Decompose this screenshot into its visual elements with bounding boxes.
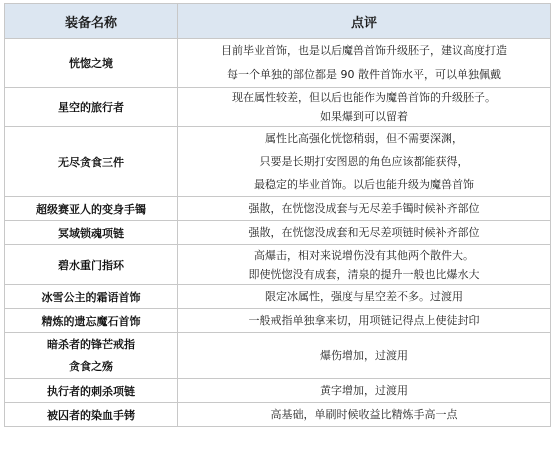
equipment-name-cell xyxy=(5,285,178,309)
review-line: 只要是长期打安图恩的角色应该都能获得， xyxy=(259,155,469,168)
review-cell xyxy=(178,333,551,379)
review-cell xyxy=(178,221,551,245)
equipment-name-line: 被囚者的染血手铐 xyxy=(47,408,135,422)
review-cell xyxy=(178,285,551,309)
review-line: 强散，在恍惚没成套与无尽差手镯时候补齐部位 xyxy=(248,201,480,215)
equipment-name-cell xyxy=(5,403,178,427)
equipment-name-cell xyxy=(5,197,178,221)
table-row xyxy=(5,379,551,403)
review-line: 每一个单独的部位都是 90 散件首饰水平，可以单独佩戴 xyxy=(227,68,501,81)
equipment-name-line: 贪食之殇 xyxy=(69,359,113,373)
equipment-name-cell xyxy=(5,221,178,245)
equipment-name-cell xyxy=(5,88,178,127)
review-line: 爆伤增加，过渡用 xyxy=(320,348,408,362)
table-row xyxy=(5,403,551,427)
review-cell xyxy=(178,88,551,127)
table-row xyxy=(5,221,551,245)
table-row xyxy=(5,309,551,333)
table-row xyxy=(5,333,551,379)
review-line: 高爆击，相对来说增伤没有其他两个散件大。 xyxy=(254,248,474,262)
equipment-name-line: 精炼的遗忘魔石首饰 xyxy=(41,314,141,328)
review-line: 如果爆到可以留着 xyxy=(320,110,408,123)
review-cell xyxy=(178,309,551,333)
equipment-name-line: 冥域锁魂项链 xyxy=(58,226,124,240)
equipment-name-line: 星空的旅行者 xyxy=(58,101,124,114)
equipment-name-cell xyxy=(5,245,178,285)
header-equipment-name: 装备名称 xyxy=(5,4,178,39)
equipment-name-cell xyxy=(5,379,178,403)
review-cell xyxy=(178,403,551,427)
equipment-name-line: 执行者的刺杀项链 xyxy=(47,384,135,398)
table-row xyxy=(5,88,551,127)
table-row xyxy=(5,245,551,285)
review-line: 强散，在恍惚没成套和无尽差项链时候补齐部位 xyxy=(248,225,480,239)
review-cell xyxy=(178,127,551,197)
equipment-name-cell xyxy=(5,333,178,379)
table-row xyxy=(5,197,551,221)
review-cell xyxy=(178,245,551,285)
review-cell xyxy=(178,379,551,403)
equipment-name-cell xyxy=(5,309,178,333)
table-row xyxy=(5,39,551,88)
equipment-name-line: 超级赛亚人的变身手镯 xyxy=(36,202,146,216)
review-line: 属性比高强化恍惚稍弱，但不需要深渊， xyxy=(265,132,463,145)
equipment-review-table-container xyxy=(4,3,550,427)
review-line: 目前毕业首饰，也是以后魔兽首饰升级胚子，建议高度打造 xyxy=(221,44,507,57)
header-review: 点评 xyxy=(178,4,551,39)
table-row xyxy=(5,285,551,309)
equipment-name-line: 暗杀者的锋芒戒指 xyxy=(47,337,135,351)
equipment-name-line: 无尽贪食三件 xyxy=(58,155,124,169)
review-cell xyxy=(178,197,551,221)
equipment-review-table xyxy=(4,3,551,427)
table-row xyxy=(5,127,551,197)
review-line: 最稳定的毕业首饰。以后也能升级为魔兽首饰 xyxy=(254,178,474,191)
equipment-name-cell xyxy=(5,39,178,88)
review-line: 高基础，单刷时候收益比精炼手高一点 xyxy=(270,407,458,421)
review-line: 即使恍惚没有成套，清泉的提升一般也比爆水大 xyxy=(248,267,480,281)
equipment-name-cell xyxy=(5,127,178,197)
review-line: 黄字增加，过渡用 xyxy=(320,383,408,397)
table-body xyxy=(5,39,551,427)
equipment-name-line: 冰雪公主的霜语首饰 xyxy=(41,290,141,304)
table-header-row xyxy=(5,4,551,39)
review-line: 一般戒指单独拿来切，用项链记得点上使徒封印 xyxy=(248,313,480,327)
review-line: 现在属性较差，但以后也能作为魔兽首饰的升级胚子。 xyxy=(232,91,496,104)
equipment-name-line: 恍惚之境 xyxy=(69,57,113,70)
review-cell xyxy=(178,39,551,88)
equipment-name-line: 碧水重门指环 xyxy=(58,258,124,272)
review-line: 限定冰属性，强度与星空差不多。过渡用 xyxy=(265,289,463,303)
